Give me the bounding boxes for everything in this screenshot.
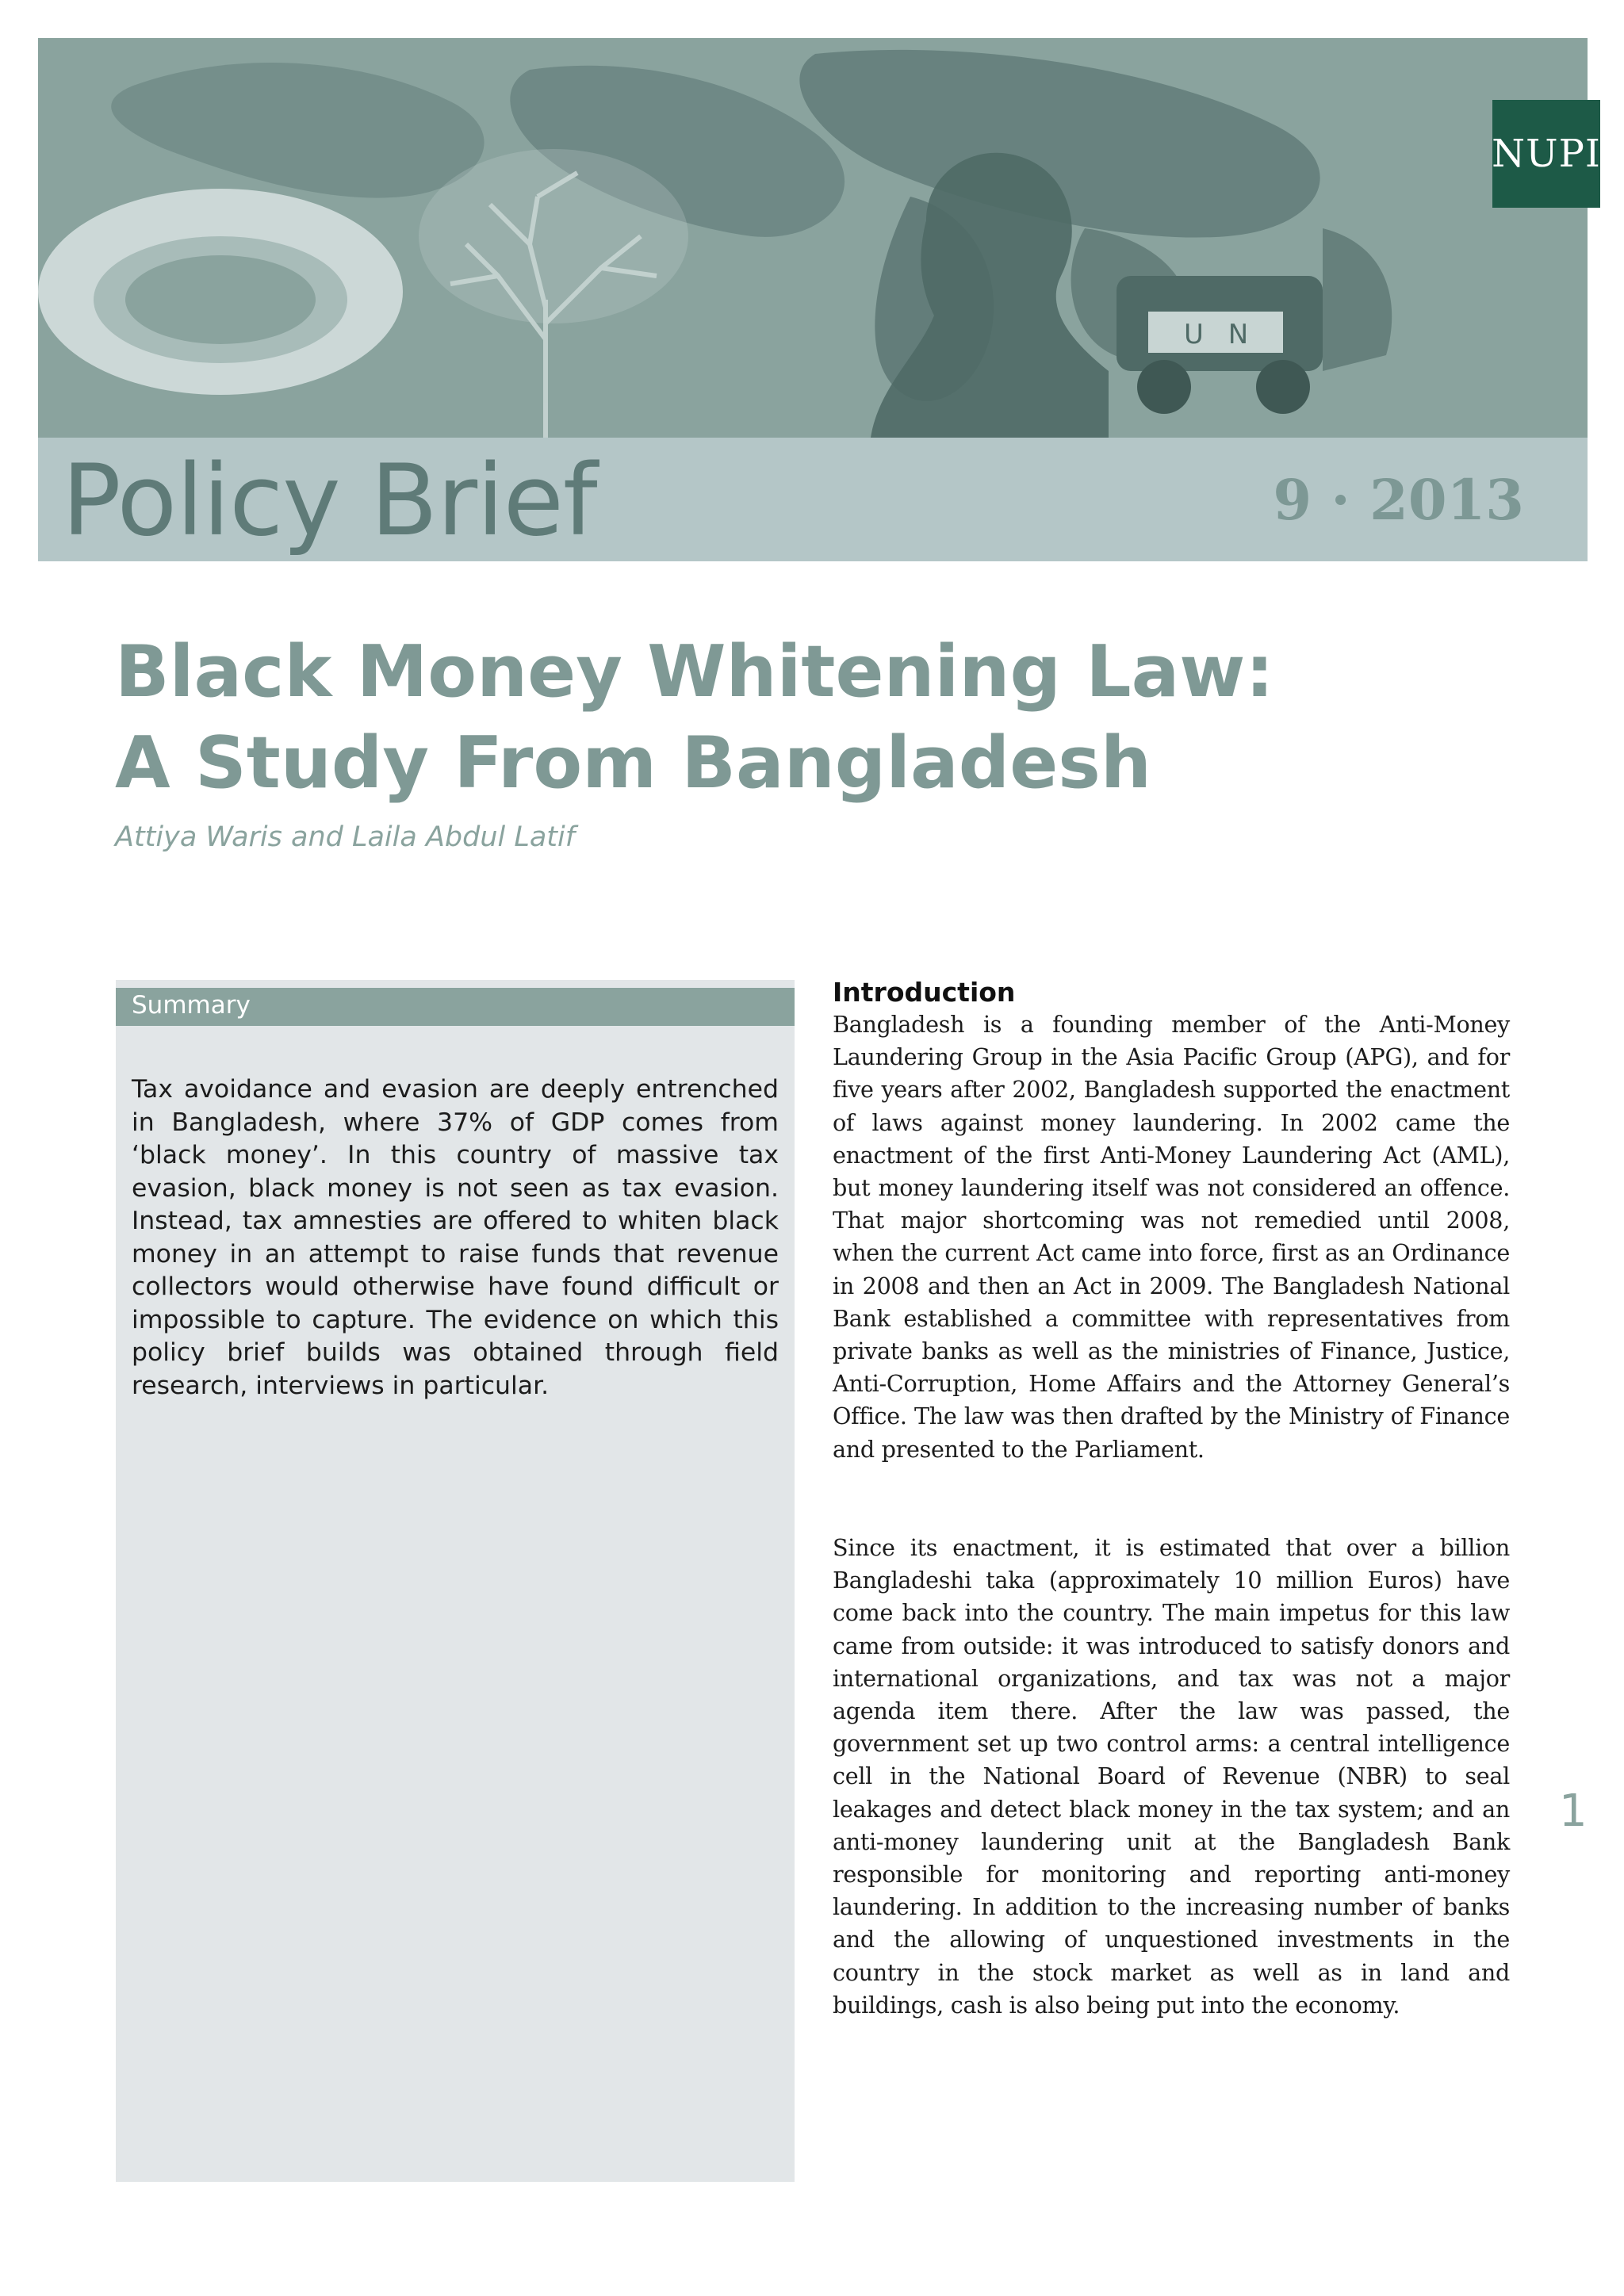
title-line-2: A Study From Bangladesh bbox=[115, 721, 1151, 805]
nupi-logo-text: NUPI bbox=[1492, 132, 1601, 176]
introduction-paragraph-2: Since its enactment, it is estimated that over a billion Bangladeshi taka (approximately 10 million Euros) have come back into the country. The main impetus for this law came from outside: it was introduced to satisfy donors and international organizations, and tax was not a major agenda item there. After the law was passed, the government set up two control arms: a central intelligence cell in the National Board of Revenue (NBR) to seal leakages and detect black money in the tax system; and an anti-money laundering unit at the Bangladesh Bank responsible for monitoring and reporting anti-money laundering. In addition to the increasing number of banks and the allowing of unquestioned investments in the country in the stock market as well as in land and buildings, cash is also being put into the economy. bbox=[833, 1534, 1510, 2019]
nupi-logo bbox=[1492, 100, 1600, 208]
document-title bbox=[115, 626, 1274, 809]
issue-number: 9 · 2013 bbox=[1273, 467, 1524, 533]
page-number: 1 bbox=[1559, 1785, 1588, 1837]
summary-label: Summary bbox=[132, 991, 251, 1020]
introduction-heading: Introduction bbox=[833, 977, 1016, 1008]
summary-header bbox=[116, 988, 795, 1026]
header-banner bbox=[38, 38, 1601, 561]
header-collage-image bbox=[38, 38, 1588, 438]
un-sign: U N bbox=[1184, 319, 1257, 350]
series-title: Policy Brief bbox=[62, 444, 597, 558]
summary-box bbox=[116, 980, 795, 2182]
introduction-paragraph-1: Bangladesh is a founding member of the Anti-Money Laundering Group in the Asia Pacific Group (APG), and for five years after 2002, Bangladesh supported the enactment of laws against money laundering. In 2002 came the enactment of the first Anti-Money Laundering Act (AML), but money laundering itself was not considered an offence. That major shortcoming was not remedied until 2008, when the current Act came into force, first as an Ordinance in 2008 and then an Act in 2009. The Bangladesh National Bank established a committee with representatives from private banks as well as the ministries of Finance, Justice, Anti-Corruption, Home Affairs and the Attorney General’s Office. The law was then drafted by the Ministry of Finance and presented to the Parliament. bbox=[833, 1011, 1510, 1463]
title-line-1: Black Money Whitening Law: bbox=[115, 630, 1274, 714]
authors: Attiya Waris and Laila Abdul Latif bbox=[115, 821, 576, 853]
summary-text: Tax avoidance and evasion are deeply entrenched in Bangladesh, where 37% of GDP comes from ‘black money’. In this country of massive tax evasion, black money is not seen as tax evasion. Instead, tax amnesties are offered to whiten black money in an attempt to raise funds that revenue collectors would otherwise have found difficult or impossible to capture. The evidence on which this policy brief builds was obtained through field research, interviews in particular. bbox=[132, 1075, 779, 1400]
header-title-band bbox=[38, 438, 1588, 561]
